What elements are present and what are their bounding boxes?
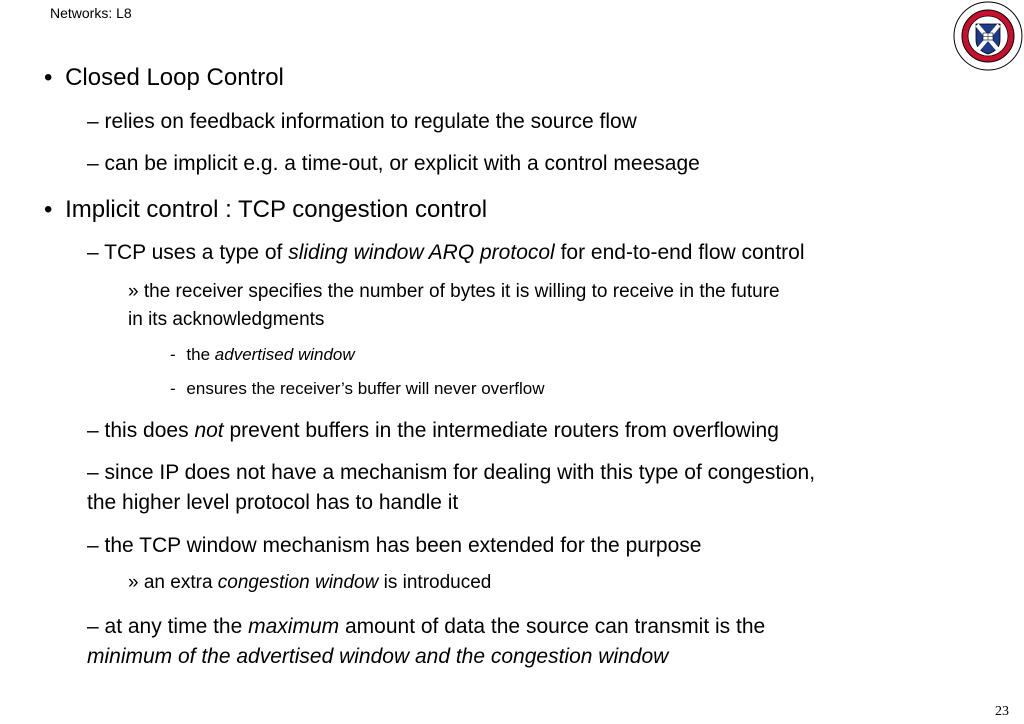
sub-bullet-text: since IP does not have a mechanism for dealing with this type of congestion, — [104, 461, 816, 484]
detail-item — [128, 281, 780, 303]
sub-bullet-text-continued: the higher level protocol has to handle it — [87, 491, 459, 514]
bullet-item — [44, 64, 284, 92]
minor-text: the — [186, 345, 211, 364]
sub-bullet-item — [87, 110, 637, 134]
sub-bullet-text: the TCP window mechanism has been extended for the purpose — [104, 534, 702, 557]
sub-bullet-text: at any time the — [104, 615, 243, 638]
emphasis-text-continued — [87, 645, 668, 669]
sub-bullet-text: amount of data the source can transmit is the — [344, 615, 766, 638]
sub-bullet-item — [87, 419, 779, 443]
minor-item — [170, 345, 355, 365]
hyphen-marker: - — [170, 379, 176, 398]
detail-item — [128, 572, 491, 594]
dash-marker: – — [87, 110, 99, 133]
sub-bullet-item — [87, 461, 815, 485]
sub-bullet-text: can be implicit e.g. a time-out, or explicit with a control meesage — [104, 152, 700, 175]
university-crest-logo — [952, 0, 1024, 72]
dash-marker: – — [87, 534, 99, 557]
bullet-item — [44, 196, 487, 224]
sub-bullet-item — [87, 152, 700, 176]
detail-text-continued: in its acknowledgments — [128, 309, 325, 330]
sub-bullet-text: this does — [104, 419, 189, 442]
emphasis-text: sliding window ARQ protocol — [288, 241, 555, 264]
minor-item — [170, 379, 545, 399]
minor-text: ensures the receiver’s buffer will never overflow — [186, 379, 545, 398]
bullet-text: Closed Loop Control — [65, 64, 284, 91]
sub-bullet-text: relies on feedback information to regulate the source flow — [104, 110, 637, 133]
slide-header: Networks: L8 — [50, 5, 132, 21]
emphasis-text: advertised window — [214, 345, 355, 364]
sub-bullet-text: for end-to-end flow control — [560, 241, 805, 264]
emphasis-text: congestion window — [217, 572, 379, 593]
sub-bullet-text: TCP uses a type of — [104, 241, 283, 264]
sub-bullet-item — [87, 615, 765, 639]
emphasis-text: maximum — [248, 615, 340, 638]
sub-bullet-item — [87, 534, 701, 558]
dash-marker: – — [87, 461, 99, 484]
emphasis-text: not — [194, 419, 224, 442]
bullet-text: Implicit control : TCP congestion control — [65, 196, 488, 223]
bullet-marker: • — [44, 64, 53, 91]
dash-marker: – — [87, 152, 99, 175]
emphasis-text: minimum of the advertised window and the congestion window — [87, 645, 669, 668]
bullet-marker: • — [44, 196, 53, 223]
raquo-marker: » — [128, 572, 139, 593]
sub-bullet-text: prevent buffers in the intermediate routers from overflowing — [229, 419, 779, 442]
dash-marker: – — [87, 241, 99, 264]
detail-text: an extra — [143, 572, 213, 593]
detail-text: is introduced — [383, 572, 492, 593]
dash-marker: – — [87, 419, 99, 442]
dash-marker: – — [87, 615, 99, 638]
page-number: 23 — [995, 704, 1009, 719]
sub-bullet-item — [87, 241, 805, 265]
detail-text: the receiver specifies the number of bytes it is willing to receive in the future — [143, 281, 780, 302]
hyphen-marker: - — [170, 345, 176, 364]
raquo-marker: » — [128, 281, 139, 302]
